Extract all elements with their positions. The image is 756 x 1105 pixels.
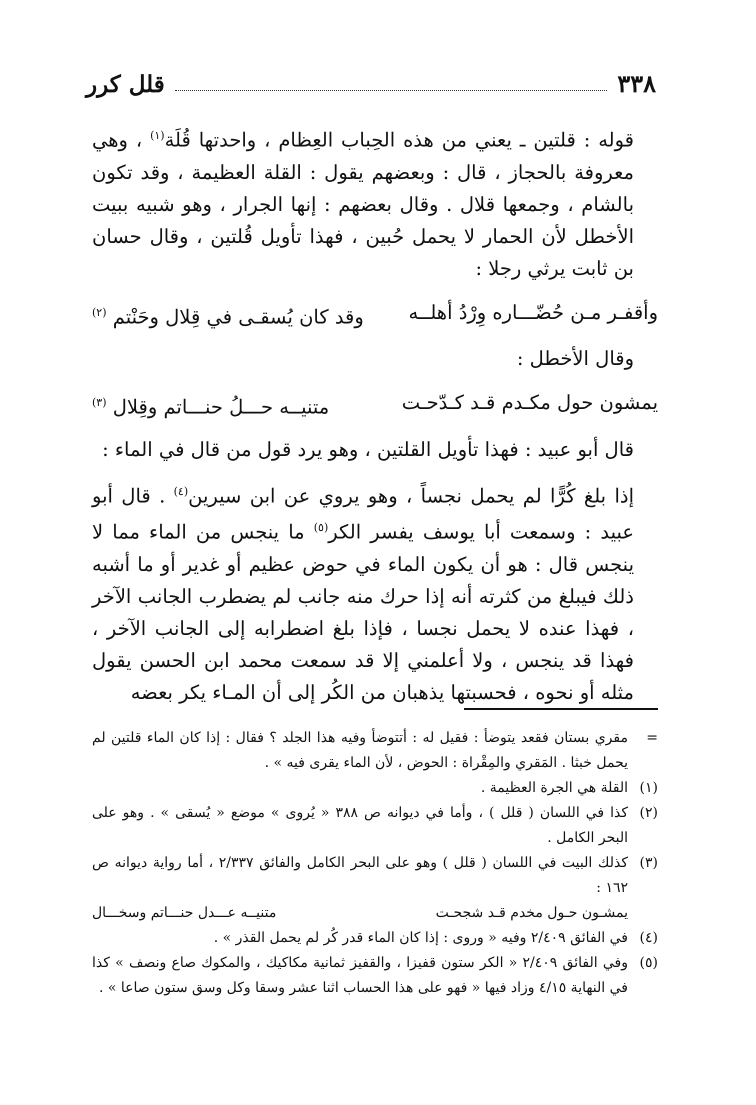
verse-second-hemistich: متنيــه عـــدل حنـــاتم وسخـــال (92, 905, 277, 921)
footnote-text: وفي الفائق ٢/٤٠٩ « الكر ستون قفيزا ، والقفيز ثمانية مكاكيك ، والمكوك صاع ونصف » كذا في النهاية ٤/١٥ وزاد فيها « فهو على هذا الحساب اثنا عشر وسقا وكل وسق ستون صاعا » . (92, 955, 628, 996)
verse-text: وقد كان يُسقـى في قِلال وحَنْتم (112, 305, 364, 328)
paragraph-text: ما ينجس من الماء مما لا ينجس قال : هو أن يكون الماء في حوض عظيم أو غدير أو ما أشبه ذلك فيبلغ من كثرته أنه إذا حرك منه جانب لم يضطرب الجانب الآخر ، فهذا عنده لا يحمل نجسا ، فإذا بلغ اضطرابه إلى الجانب الآخر ، فهذا قد ينجس ، ولا أعلمني إلا قد سمعت محمد ابن الحسن يقول مثله أو نحوه ، فحسبتها يذهبان من الكُر إلى أن المـاء يكر بعضه (92, 520, 634, 704)
verse-first-hemistich: يمشون حول مكـدم قـد كـدّحـت (401, 391, 658, 414)
footnote-text: مقري بستان فقعد يتوضأ : فقيل له : أتتوضأ وفيه هذا الجلد ؟ فقال : إذا كان الماء قلتين لم يحمل خبثا . المَقري والمِقْراة : الحوض ، لأن الماء يقرى فيه » . (92, 730, 628, 771)
footnote (92, 926, 658, 951)
footnote-verse (92, 901, 658, 926)
verse-first-hemistich: يمشـون حـول مخدم قـد شجحـت (435, 905, 628, 921)
footnote-mark: (٣) (639, 855, 658, 871)
footnote-mark: (٢) (639, 805, 658, 821)
footnote-mark: (٥) (639, 955, 658, 971)
footnote-text: القلة هي الجرة العظيمة . (480, 780, 628, 796)
footnote-ref: (٣) (92, 396, 107, 409)
footnote-ref: (٥) (313, 521, 329, 534)
footnote-text: كذلك البيت في اللسان ( قلل ) وهو على البحر الكامل والفائق ٢/٣٣٧ ، أما رواية ديوانه ص ١٦٢ : (92, 855, 628, 896)
paragraph: قال أبو عبيد : فهذا تأويل القلتين ، وهو يرد قول من قال في الماء : (102, 437, 634, 461)
page-header (86, 62, 656, 96)
footnote-mark: (١) (639, 780, 658, 796)
footnote-ref: (٢) (92, 305, 107, 319)
verse-second-hemistich (92, 387, 329, 424)
paragraph-text: . قال أبو عبيد : وسمعت أبا يوسف يفسر الكر (92, 484, 634, 544)
verse-text: متنيــه حـــلُ حنـــاتم وقِلال (112, 395, 330, 419)
paragraph-text: قوله : قلتين ـ يعني من هذه الحِباب العِظام ، واحدتها قُلَة (164, 128, 634, 152)
footnote-ref: (٤) (173, 484, 189, 498)
footnote (92, 776, 658, 801)
footnote-separator (464, 708, 658, 710)
footnote (92, 851, 658, 901)
paragraph (92, 476, 658, 709)
footnote-mark: (٤) (639, 930, 658, 946)
verse-first-hemistich: وأقفـر مـن حُضّـــاره وِرْدُ أهلــه (408, 300, 658, 324)
footnote-ref: (١) (150, 129, 165, 142)
paragraph-text: ، وهي معروفة بالحجاز ، قال : وبعضهم يقول : القلة العظيمة ، وقد تكون بالشام ، وجمعها قلال . وقال بعضهم : إنها الجرار ، وهو شبيه ببيت الأخطل لأن الحمار لا يحمل حُبين ، فهذا تأويل قُلتين ، وقال حسان بن ثابت يرثي رجلا : (92, 128, 634, 280)
running-head: قلل كرر (86, 71, 165, 98)
paragraph (92, 120, 658, 285)
footnote-text: كذا في اللسان ( قلل ) ، وأما في ديوانه ص ٣٨٨ « يُروى » موضع « يُسقى » . وهو على البحر الكامل . (92, 805, 629, 846)
footnote-text: في الفائق ٢/٤٠٩ وفيه « وروى : إذا كان الماء قدر كُر لم يحمل القذر » . (213, 930, 628, 946)
header-leader-line (175, 89, 608, 91)
footnote (92, 726, 658, 776)
footnote (92, 801, 658, 851)
main-text (92, 120, 658, 709)
paragraph-text: إذا بلغ كُرًّا لم يحمل نجساً ، وهو يروي عن ابن سيرين (188, 484, 634, 507)
footnote-mark: = (646, 730, 658, 746)
verse-second-hemistich (92, 297, 364, 334)
page-number: ٣٣٨ (617, 69, 656, 98)
verse-line (92, 297, 658, 334)
verse-line (92, 387, 658, 424)
footnote (92, 951, 658, 1001)
footnotes (92, 726, 658, 1001)
paragraph: وقال الأخطل : (516, 347, 634, 370)
